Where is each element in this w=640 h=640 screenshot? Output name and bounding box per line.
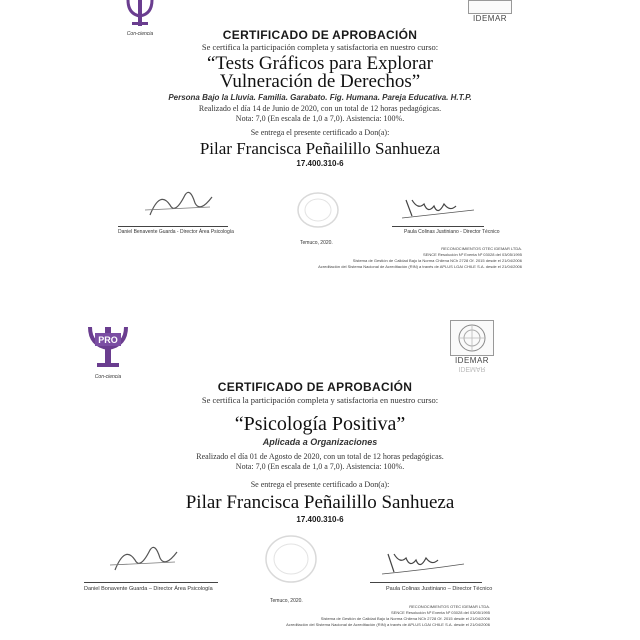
certificate-positive-psychology [0,320,640,640]
legal-line: SENCE Resolución Nº Exenta Nº 03028 del 03/05/1995 [423,252,522,257]
recipient-name: Pilar Francisca Peñailillo Sanhueza [185,492,455,513]
signature-line-left [84,582,218,583]
signature-line-left [118,226,228,227]
recipient-rut: 17.400.310-6 [296,159,344,168]
legal-line: SENCE Resolución Nº Exenta Nº 03028 del 03/05/1995 [391,610,490,615]
legal-recognitions [230,604,490,628]
city-date: Temuco, 2020. [300,240,333,246]
idemar-seal [468,0,512,23]
recipient-rut: 17.400.310-6 [296,515,344,524]
course-title-line1: “Tests Gráficos para Explorar [206,53,434,74]
realized-text: Realizado el día 01 de Agosto de 2020, con un total de 12 horas pedagógicas. [196,452,444,461]
idemar-reflection: IDEMAR [458,365,486,372]
psi-pro-logo-icon [85,323,131,369]
signature-right [378,546,468,582]
idemar-label: IDEMAR [454,356,490,365]
idemar-seal [450,320,494,378]
certificate-heading: CERTIFICADO DE APROBACIÓN [222,28,418,42]
psi-logo-icon [120,0,160,26]
legal-line: Sistema de Gestión de Calidad Bajo la Norma Chilena NCh 2728 Of. 2015 desde el 21/04/2006 [320,616,490,621]
recipient-name: Pilar Francisca Peñailillo Sanhueza [199,139,441,158]
legal-line: Acreditación del Sistema Nacional de Acreditación (RIN) a través de APLUS LGAI CHILE S.A. desde el 21/04/2006 [318,264,522,269]
pro-badge: PRO [98,335,118,345]
certificate-psychology-tests [0,0,640,300]
stamp-seal [262,532,320,586]
grade-text: Nota: 7,0 (En escala de 1,0 a 7,0). Asistencia: 100%. [235,114,405,123]
course-title-line2: Vulneración de Derechos” [219,71,421,92]
signer-right: Paula Colinas Justiniano – Director Técnico [386,586,493,592]
certificate-heading: CERTIFICADO DE APROBACIÓN [217,380,413,394]
course-subtitle: Aplicada a Organizaciones [262,437,378,447]
signature-line-right [392,226,484,227]
delivered-text: Se entrega el presente certificado a Don(a): [250,480,390,489]
stamp-seal [295,190,341,230]
realized-text: Realizado el día 14 de Junio de 2020, con un total de 12 horas pedagógicas. [198,104,442,113]
intro-text: Se certifica la participación completa y satisfactoria en nuestro curso: [201,395,439,405]
signature-line-right [370,582,482,583]
delivered-text: Se entrega el presente certificado a Don(a): [250,128,390,137]
city-date: Temuco, 2020. [270,598,303,604]
intro-text: Se certifica la participación completa y satisfactoria en nuestro curso: [201,42,439,52]
signature-left [105,540,185,580]
grade-text: Nota: 7,0 (En escala de 1,0 a 7,0). Asistencia: 100%. [235,462,405,471]
logo-caption: Con-ciencia [94,374,122,380]
legal-line: Sistema de Gestión de Calidad Bajo la Norma Chilena NCh 2728 Of. 2015 desde el 21/04/2006 [352,258,522,263]
signature-left [140,185,220,225]
course-subtitle: Persona Bajo la Lluvia. Familia. Garabato. Fig. Humana. Pareja Educativa. H.T.P. [168,93,472,102]
legal-recognitions [262,246,522,270]
pro-con-ciencia-logo [85,323,131,381]
idemar-label: IDEMAR [472,14,508,23]
course-title: “Psicología Positiva” [234,413,406,435]
signer-right: Paula Colinas Justiniano - Director Técnico [404,229,500,235]
logo-caption: Con-ciencia [126,31,154,37]
idemar-emblem-icon [451,321,493,355]
signer-left: Daniel Benavente Guarda - Director Área Psicología [118,229,234,235]
signature-right [398,192,478,226]
signer-left: Daniel Bonavente Guarda – Director Área Psicología [84,586,213,592]
legal-line: RECONOCIMIENTOS OTEC IDEMAR LTDA. [409,604,490,609]
legal-line: RECONOCIMIENTOS OTEC IDEMAR LTDA. [441,246,522,251]
legal-line: Acreditación del Sistema Nacional de Acreditación (RIN) a través de APLUS LGAI CHILE S.A. desde el 21/04/2006 [286,622,490,627]
